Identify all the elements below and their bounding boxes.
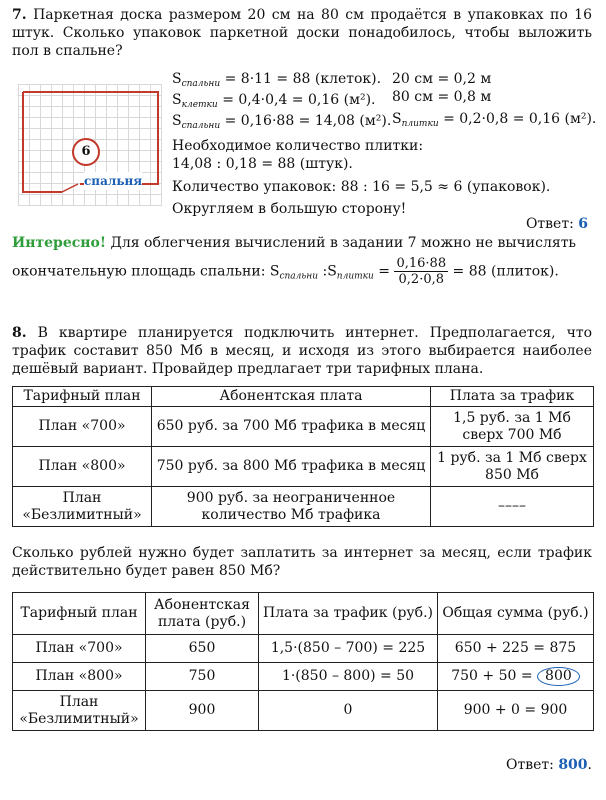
plan-cell: План «800»: [13, 663, 146, 691]
conversion-20cm: 20 см = 0,2 м: [392, 71, 492, 87]
table-row: [13, 663, 594, 691]
task8-number: 8.: [12, 325, 27, 341]
traffic-cell: 0: [259, 691, 438, 731]
fee-cell: 750: [146, 663, 259, 691]
task7-number: 7.: [12, 7, 27, 23]
circled-minimum-total: 800: [537, 667, 580, 686]
fee-cell: 650: [146, 635, 259, 663]
table-row: [13, 407, 594, 447]
task7-statement: [12, 6, 592, 60]
task8-answer: Ответ: 800.: [506, 757, 592, 773]
traffic-cell: 1·(850 – 800) = 50: [259, 663, 438, 691]
table-row: [13, 487, 594, 527]
total-cell: 750 + 50 = 800: [438, 663, 594, 691]
pack-count-line: Количество упаковок: 88 : 16 = 5,5 ≈ 6 (упаковок).: [172, 179, 551, 195]
plan-cell: План «700»: [13, 635, 146, 663]
tile-count-label: Необходимое количество плитки:: [172, 138, 424, 154]
eq-area-cell: $S_{клетки} = 0,4\cdot 0,4 = 0,16$ (м²).: [172, 92, 376, 110]
eq-area-bedroom-cells: $S_{спальни} = 8\cdot 11 = 88$ (клеток).: [172, 71, 382, 89]
eq-area-bedroom: $S_{спальни} = 0,16\cdot 88 = 14,08$ (м²).: [172, 113, 392, 131]
traffic-cell: 1 руб. за 1 Мб сверх 850 Мб: [431, 447, 594, 487]
figure-number-badge: 6: [72, 138, 100, 166]
conversion-80cm: 80 см = 0,8 м: [392, 89, 492, 105]
table-header-cell: Плата за трафик (руб.): [259, 593, 438, 635]
table-header-row: [13, 593, 594, 635]
traffic-cell: 1,5 руб. за 1 Мб сверх 700 Мб: [431, 407, 594, 447]
table-header-cell: Абонентская плата (руб.): [146, 593, 259, 635]
plan-cell: План «Безлимитный»: [13, 487, 152, 527]
table-row: [13, 447, 594, 487]
fee-cell: 900 руб. за неограниченное количество Мб трафика: [152, 487, 431, 527]
table-header-cell: Плата за трафик: [431, 387, 594, 407]
total-cell: 900 + 0 = 900: [438, 691, 594, 731]
fee-cell: 650 руб. за 700 Мб трафика в месяц: [152, 407, 431, 447]
interesting-fraction: $\frac{0,16\cdot 88}{0,2\cdot 0,8}$: [396, 256, 447, 287]
cost-calculation-table: [12, 592, 594, 731]
plan-cell: План «800»: [13, 447, 152, 487]
table-row: [13, 691, 594, 731]
task8-statement: 8. В квартире планируется подключить интернет. Предполагается, что трафик составит 850 Мб в месяц, и исходя из этого выбирается наиболее дешёвый вариант. Провайдер предлагает три тарифных плана.: [12, 325, 592, 377]
table-header-cell: Абонентская плата: [152, 387, 431, 407]
fee-cell: 900: [146, 691, 259, 731]
task7-answer-value: 6: [578, 216, 588, 232]
interesting-note: Интересно! Для облегчения вычислений в задании 7 можно не вычислять окончательную площадь спальни: $S_{спальни}$ $:S_{плитки}$ = $\frac{0,16\cdot 88}{0,2\cdot 0,8}$ = 88 (плиток).: [12, 235, 577, 287]
plan-cell: План «Безлимитный»: [13, 691, 146, 731]
plan-cell: План «700»: [13, 407, 152, 447]
task8-question: Сколько рублей нужно будет заплатить за интернет за месяц, если трафик действительно будет равен 850 Мб?: [12, 545, 592, 579]
tile-count-calc: 14,08 : 0,18 = 88 (штук).: [172, 156, 353, 172]
interesting-title: Интересно!: [12, 235, 107, 251]
tariff-plans-table: [12, 386, 594, 527]
table-row: [13, 635, 594, 663]
task8-answer-value: 800: [558, 757, 588, 773]
bedroom-plan-figure: [18, 84, 162, 206]
round-up-note: Округляем в большую сторону!: [172, 201, 407, 217]
table-header-row: [13, 387, 594, 407]
traffic-cell: 1,5·(850 – 700) = 225: [259, 635, 438, 663]
table-header-cell: Тарифный план: [13, 593, 146, 635]
task7-text: Паркетная доска размером 20 см на 80 см продаётся в упаковках по 16 штук. Сколько упаковок паркетной доски понадобилось, чтобы выложить пол в спальне?: [12, 7, 592, 59]
task7-answer: Ответ: 6: [525, 216, 588, 232]
table-header-cell: Тарифный план: [13, 387, 152, 407]
fee-cell: 750 руб. за 800 Мб трафика в месяц: [152, 447, 431, 487]
total-cell: 650 + 225 = 875: [438, 635, 594, 663]
eq-area-tile: $S_{плитки} = 0,2\cdot 0,8 = 0,16$ (м²).: [392, 111, 597, 129]
traffic-cell: ––––: [431, 487, 594, 527]
table-header-cell: Общая сумма (руб.): [438, 593, 594, 635]
figure-label: спальня: [84, 174, 143, 188]
